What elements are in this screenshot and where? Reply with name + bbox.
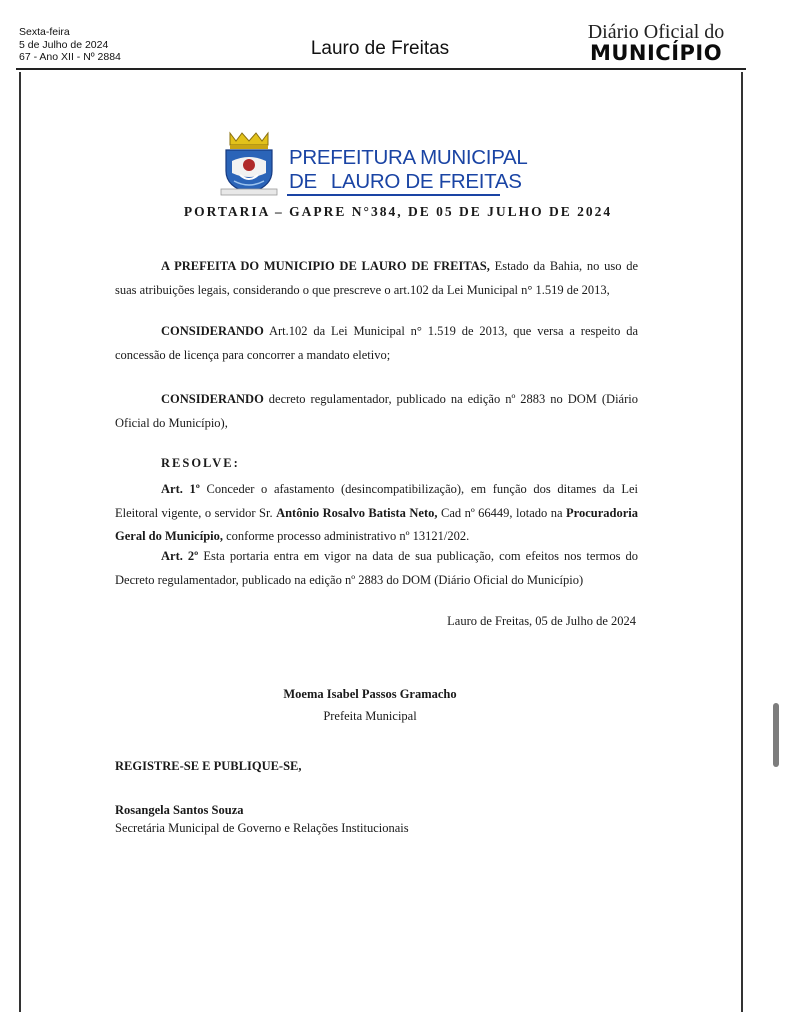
place-date: Lauro de Freitas, 05 de Julho de 2024: [447, 614, 636, 628]
resolve-heading: RESOLVE:: [161, 456, 240, 470]
considerando-2-text: decreto regulamentador, publicado na edição nº 2883 no DOM (Diário Oficial do Município),: [115, 392, 638, 430]
article-1: [115, 478, 638, 549]
article-1-text-a: Conceder o afastamento (desincompatibilização), em função dos ditames da Lei Eleitoral vigente, o servidor Sr.: [115, 482, 638, 520]
preamble-bold: A PREFEITA DO MUNICIPIO DE LAURO DE FREITAS,: [161, 259, 490, 273]
header-divider: [16, 68, 746, 70]
header-edition: 67 - Ano XII - Nº 2884: [19, 51, 121, 63]
article-2: [115, 545, 638, 592]
signer-1-role: Prefeita Municipal: [323, 709, 417, 723]
municipality-name-line2: [289, 170, 528, 194]
document-title: PORTARIA – GAPRE N°384, DE 05 DE JULHO DE 2024: [183, 204, 613, 219]
header-weekday: Sexta-feira: [19, 26, 70, 38]
article-1-name: Antônio Rosalvo Batista Neto,: [276, 505, 438, 520]
preamble-text: Estado da Bahia, no uso de suas atribuições legais, considerando o que prescreve o art.102 da Lei Municipal n° 1.519 de 2013,: [115, 259, 638, 297]
municipality-name-line1: PREFEITURA MUNICIPAL: [289, 146, 528, 169]
paragraph-preamble: [115, 255, 638, 302]
signer-1-name: Moema Isabel Passos Gramacho: [283, 687, 457, 701]
brand-logo: [586, 22, 726, 64]
signer-2-name: Rosangela Santos Souza: [115, 803, 244, 817]
municipality-name: [289, 146, 528, 194]
considerando-1-bold: CONSIDERANDO: [161, 324, 264, 338]
header-meta: [19, 26, 121, 64]
brand-top-text: Diário Oficial do: [587, 21, 725, 43]
article-1-text-c: conforme processo administrativo nº 13121/202.: [223, 529, 470, 543]
header-city: Lauro de Freitas: [310, 38, 450, 59]
vertical-scrollbar[interactable]: [773, 703, 779, 767]
article-1-org: Procuradoria Geral do Município,: [115, 505, 638, 543]
city-coat-of-arms-icon: [220, 131, 278, 197]
header-date: 5 de Julho de 2024: [19, 38, 109, 51]
signer-2-role: Secretária Municipal de Governo e Relações Institucionais: [115, 821, 409, 835]
signature-mayor: [200, 683, 540, 727]
municipality-underline: [287, 194, 500, 196]
article-1-text-b: Cad nº 66449, lotado na: [437, 505, 567, 520]
considerando-1-text: Art.102 da Lei Municipal n° 1.519 de 2013, que versa a respeito da concessão de licença para concorrer a mandato eletivo;: [115, 324, 638, 362]
municipality-name-city: LAURO DE FREITAS: [330, 170, 522, 193]
paragraph-considerando-1: [115, 320, 638, 367]
signature-secretary: [115, 801, 409, 837]
considerando-2-bold: CONSIDERANDO: [161, 392, 264, 406]
article-1-label: Art. 1º: [161, 482, 200, 496]
brand-bottom-text: MUNICÍPIO: [589, 41, 723, 65]
municipality-name-de: DE: [289, 170, 317, 193]
paragraph-considerando-2: [115, 388, 638, 435]
article-2-label: Art. 2º: [161, 549, 199, 563]
article-2-text: Esta portaria entra em vigor na data de sua publicação, com efeitos nos termos do Decreto regulamentador, publicado na edição nº 2883 do DOM (Diário Oficial do Município): [115, 549, 638, 587]
registre-publique: REGISTRE-SE E PUBLIQUE-SE,: [115, 759, 302, 773]
